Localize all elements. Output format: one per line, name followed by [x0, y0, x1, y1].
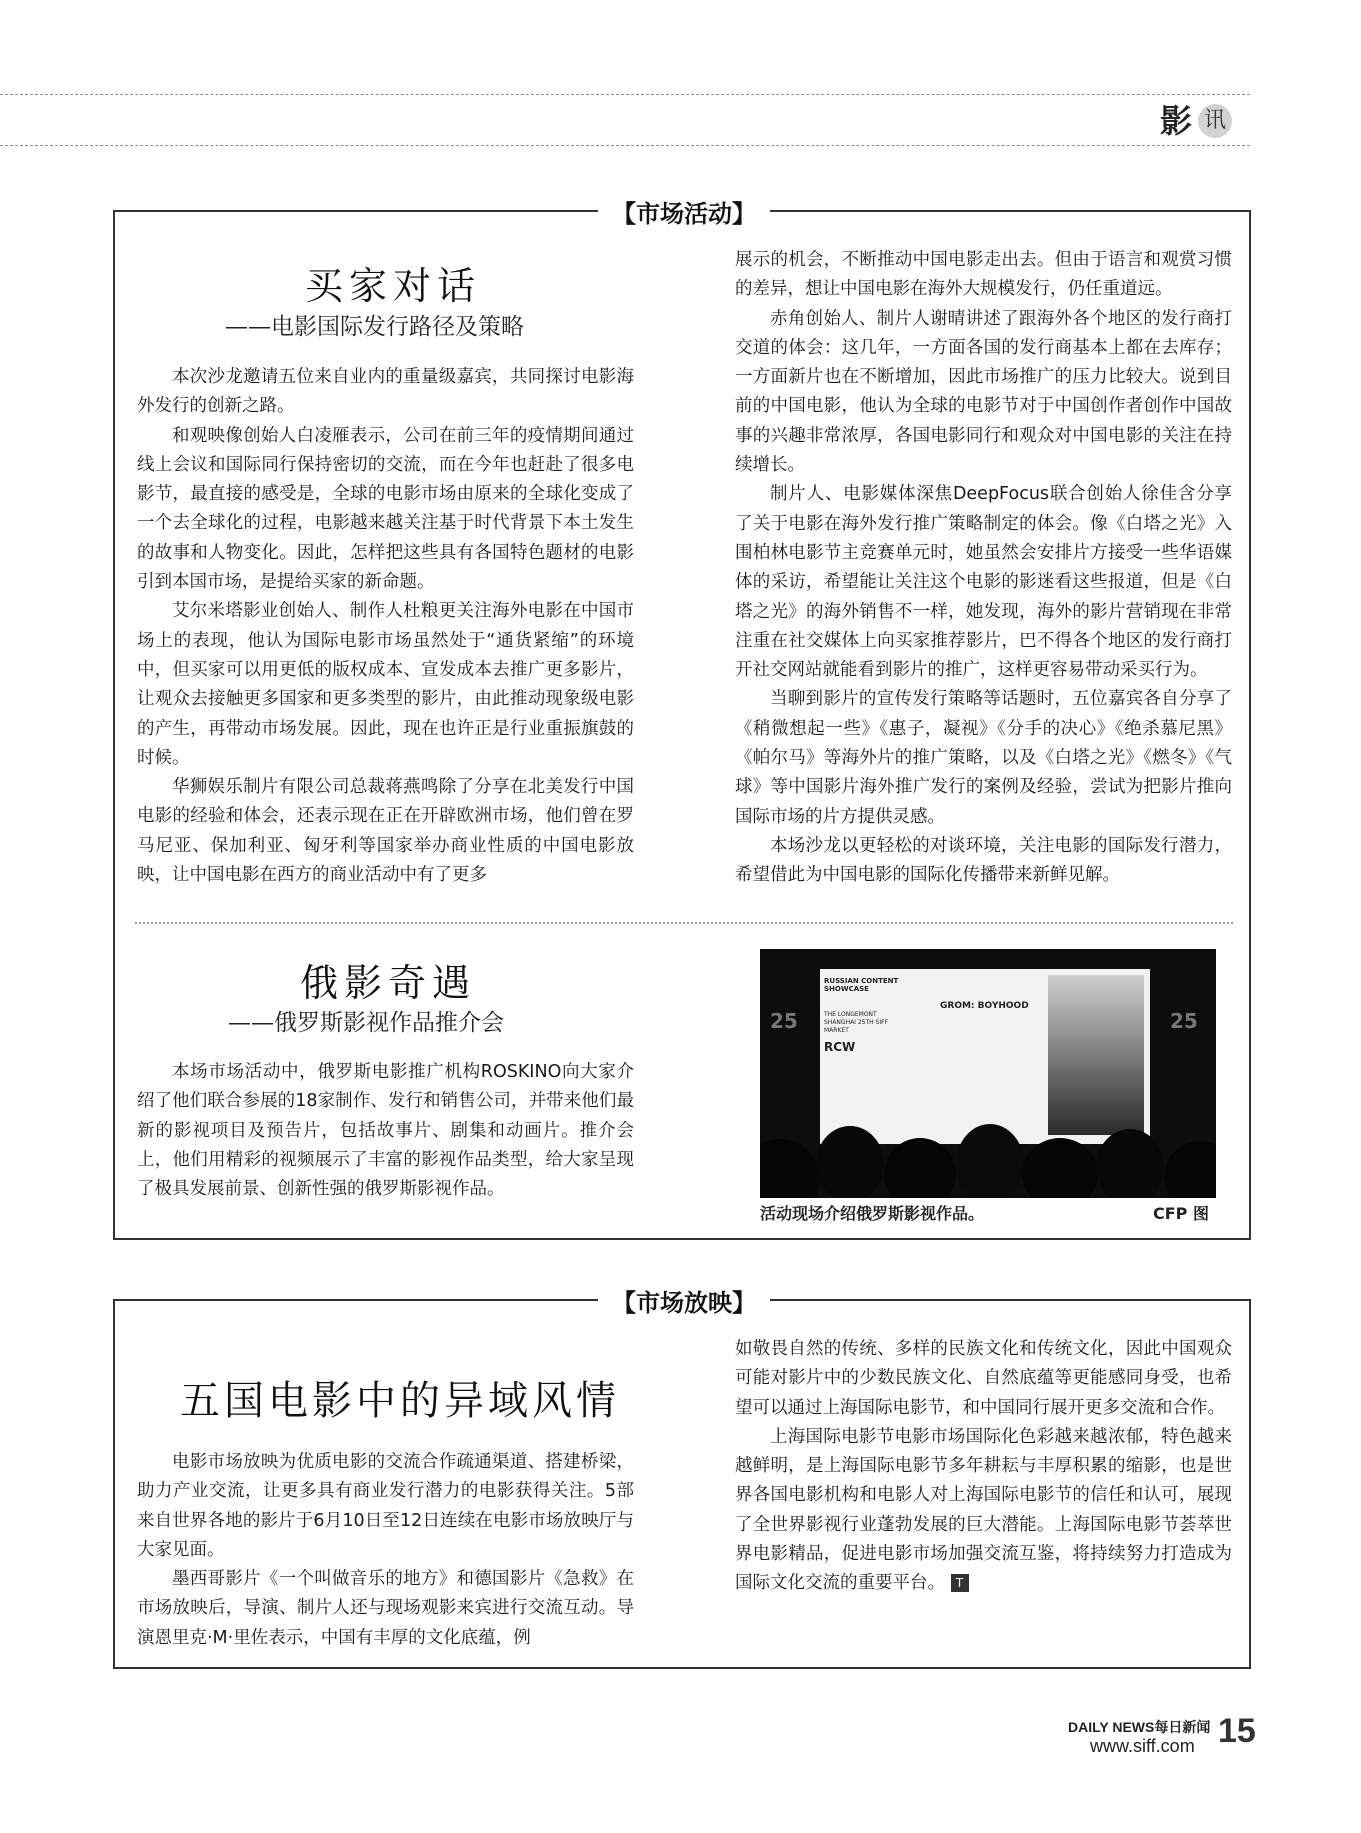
screen-showcase-subtext: THE LONGEMONT SHANGHAI 25TH SIFF MARKET: [824, 1011, 889, 1034]
paragraph: 当聊到影片的宣传发行策略等话题时，五位嘉宾各自分享了《稍微想起一些》《惠子，凝视》《分手的决心》《绝杀慕尼黑》《帕尔马》等海外片的推广策略，以及《白塔之光》《燃冬》《气球》等中国影片海外推广发行的案例及经验，尝试为把影片推向国际市场的片方提供灵感。: [735, 689, 1232, 827]
paragraph: 本场沙龙以更轻松的对谈环境，关注电影的国际发行潜力，希望借此为中国电影的国际化传播带来新鲜见解。: [735, 835, 1232, 886]
article-left-column: [137, 363, 634, 890]
siff-market-logo: 25: [770, 1009, 798, 1033]
article-title: 俄影奇遇: [300, 961, 477, 1005]
paragraph: [735, 1423, 1232, 1599]
paragraph: 电影市场放映为优质电影的交流合作疏通渠道、搭建桥梁，助力产业交流，让更多具有商业发行潜力的电影获得关注。5部来自世界各地的影片于6月10日至12日连续在电影市场放映厅与大家见面。: [137, 1452, 634, 1560]
paragraph: 本次沙龙邀请五位来自业内的重量级嘉宾，共同探讨电影海外发行的创新之路。: [137, 367, 634, 417]
paragraph: 赤角创始人、制片人谢晴讲述了跟海外各个地区的发行商打交道的体会：这几年，一方面各国的发行商基本上都在去库存；一方面新片也在不断增加，因此市场推广的压力比较大。说到目前的中国电影，他认为全球的电影节对于中国创作者创作中国故事的兴趣非常浓厚，各国电影同行和观众对中国电影的关注在持续增长。: [735, 308, 1232, 476]
screen-brand: RCW: [824, 1040, 856, 1054]
audience-silhouettes: [760, 949, 1216, 1198]
siff-market-logo: 25: [1170, 1009, 1198, 1033]
article-subtitle: ——电影国际发行路径及策略: [225, 314, 524, 340]
paragraph: 本场市场活动中，俄罗斯电影推广机构ROSKINO向大家介绍了他们联合参展的18家制作、发行和销售公司，并带来他们最新的影视项目及预告片，包括故事片、剧集和动画片。推介会上，他们用精彩的视频展示了丰富的影视作品类型，给大家呈现了极具发展前景、创新性强的俄罗斯影视作品。: [137, 1062, 634, 1200]
event-photo: [760, 949, 1216, 1198]
column-logo: [1160, 92, 1240, 144]
paragraph: 华狮娱乐制片有限公司总裁蒋燕鸣除了分享在北美发行中国电影的经验和体会，还表示现在正在开辟欧洲市场，他们曾在罗马尼亚、保加利亚、匈牙利等国家举办商业性质的中国电影放映，让中国电影在西方的商业活动中有了更多: [137, 777, 634, 886]
page-number: 15: [1218, 1712, 1256, 1750]
article-right-column: [735, 246, 1232, 891]
daily-news-label: DAILY NEWS每日新闻: [1068, 1719, 1211, 1735]
header-band: [0, 94, 1250, 146]
paragraph: 艾尔米塔影业创始人、制作人杜粮更关注海外电影在中国市场上的表现，他认为国际电影市场虽然处于“通货紧缩”的环境中，但买家可以用更低的版权成本、宣发成本去推广更多影片，让观众去接触更多国家和更多类型的影片，由此推动现象级电影的产生，再带动市场发展。因此，现在也许正是行业重振旗鼓的时候。: [137, 601, 634, 768]
article-body: [137, 1058, 634, 1204]
paragraph-text: 上海国际电影节电影市场国际化色彩越来越浓郁，特色越来越鲜明，是上海国际电影节多年耕耘与丰厚积累的缩影，也是世界各国电影机构和电影人对上海国际电影节的信任和认可，展现了全世界影视行业蓬勃发展的巨大潜能。上海国际电影节荟萃世界电影精品，促进电影市场加强交流互鉴，将持续努力打造成为国际文化交流的重要平台。: [735, 1426, 1232, 1594]
screen-film-title: GROM: BOYHOOD: [940, 1001, 1029, 1011]
screen-showcase-text: RUSSIAN CONTENT SHOWCASE: [824, 977, 899, 993]
article-subtitle: ——俄罗斯影视作品推介会: [228, 1010, 504, 1036]
paragraph: 展示的机会，不断推动中国电影走出去。但由于语言和观赏习惯的差异，想让中国电影在海外大规模发行，仍任重道远。: [735, 250, 1232, 300]
section-label: 【市场放映】: [598, 1283, 770, 1318]
website-url: www.siff.com: [1090, 1736, 1195, 1756]
photo-caption: 活动现场介绍俄罗斯影视作品。: [760, 1204, 985, 1223]
article-title: 五国电影中的异域风情: [180, 1378, 620, 1424]
article-title: 买家对话: [305, 264, 482, 308]
photo-credit: CFP 图: [1153, 1204, 1209, 1223]
paragraph: 制片人、电影媒体深焦DeepFocus联合创始人徐佳含分享了关于电影在海外发行推广策略制定的体会。像《白塔之光》入围柏林电影节主竞赛单元时，她虽然会安排片方接受一些华语媒体的采访，希望能让关注这个电影的影迷看这些报道，但是《白塔之光》的海外销售不一样，她发现，海外的影片营销现在非常注重在社交媒体上向买家推荐影片，巴不得各个地区的发行商打开社交网站就能看到影片的推广，这样更容易带动采买行为。: [735, 484, 1232, 681]
end-mark-icon: T: [951, 1574, 969, 1592]
article-right-column: [735, 1335, 1232, 1599]
logo-circle: 讯: [1198, 104, 1232, 138]
article-divider: [135, 922, 1233, 924]
section-label: 【市场活动】: [598, 194, 770, 229]
paragraph: 和观映像创始人白凌雁表示，公司在前三年的疫情期间通过线上会议和国际同行保持密切的交流，而在今年也赶赴了很多电影节，最直接的感受是，全球的电影市场由原来的全球化变成了一个去全球化的过程，电影越来越关注基于时代背景下本土发生的故事和人物变化。因此，怎样把这些具有各国特色题材的电影引到本国市场，是提给买家的新命题。: [137, 425, 634, 593]
paragraph: 墨西哥影片《一个叫做音乐的地方》和德国影片《急救》在市场放映后，导演、制片人还与现场观影来宾进行交流互动。导演恩里克·M·里佐表示，中国有丰厚的文化底蕴，例: [137, 1569, 634, 1648]
paragraph: 如敬畏自然的传统、多样的民族文化和传统文化，因此中国观众可能对影片中的少数民族文化、自然底蕴等更能感同身受，也希望可以通过上海国际电影节，和中国同行展开更多交流和合作。: [735, 1339, 1232, 1418]
logo-char: 影: [1160, 102, 1193, 140]
article-left-column: [137, 1448, 634, 1653]
